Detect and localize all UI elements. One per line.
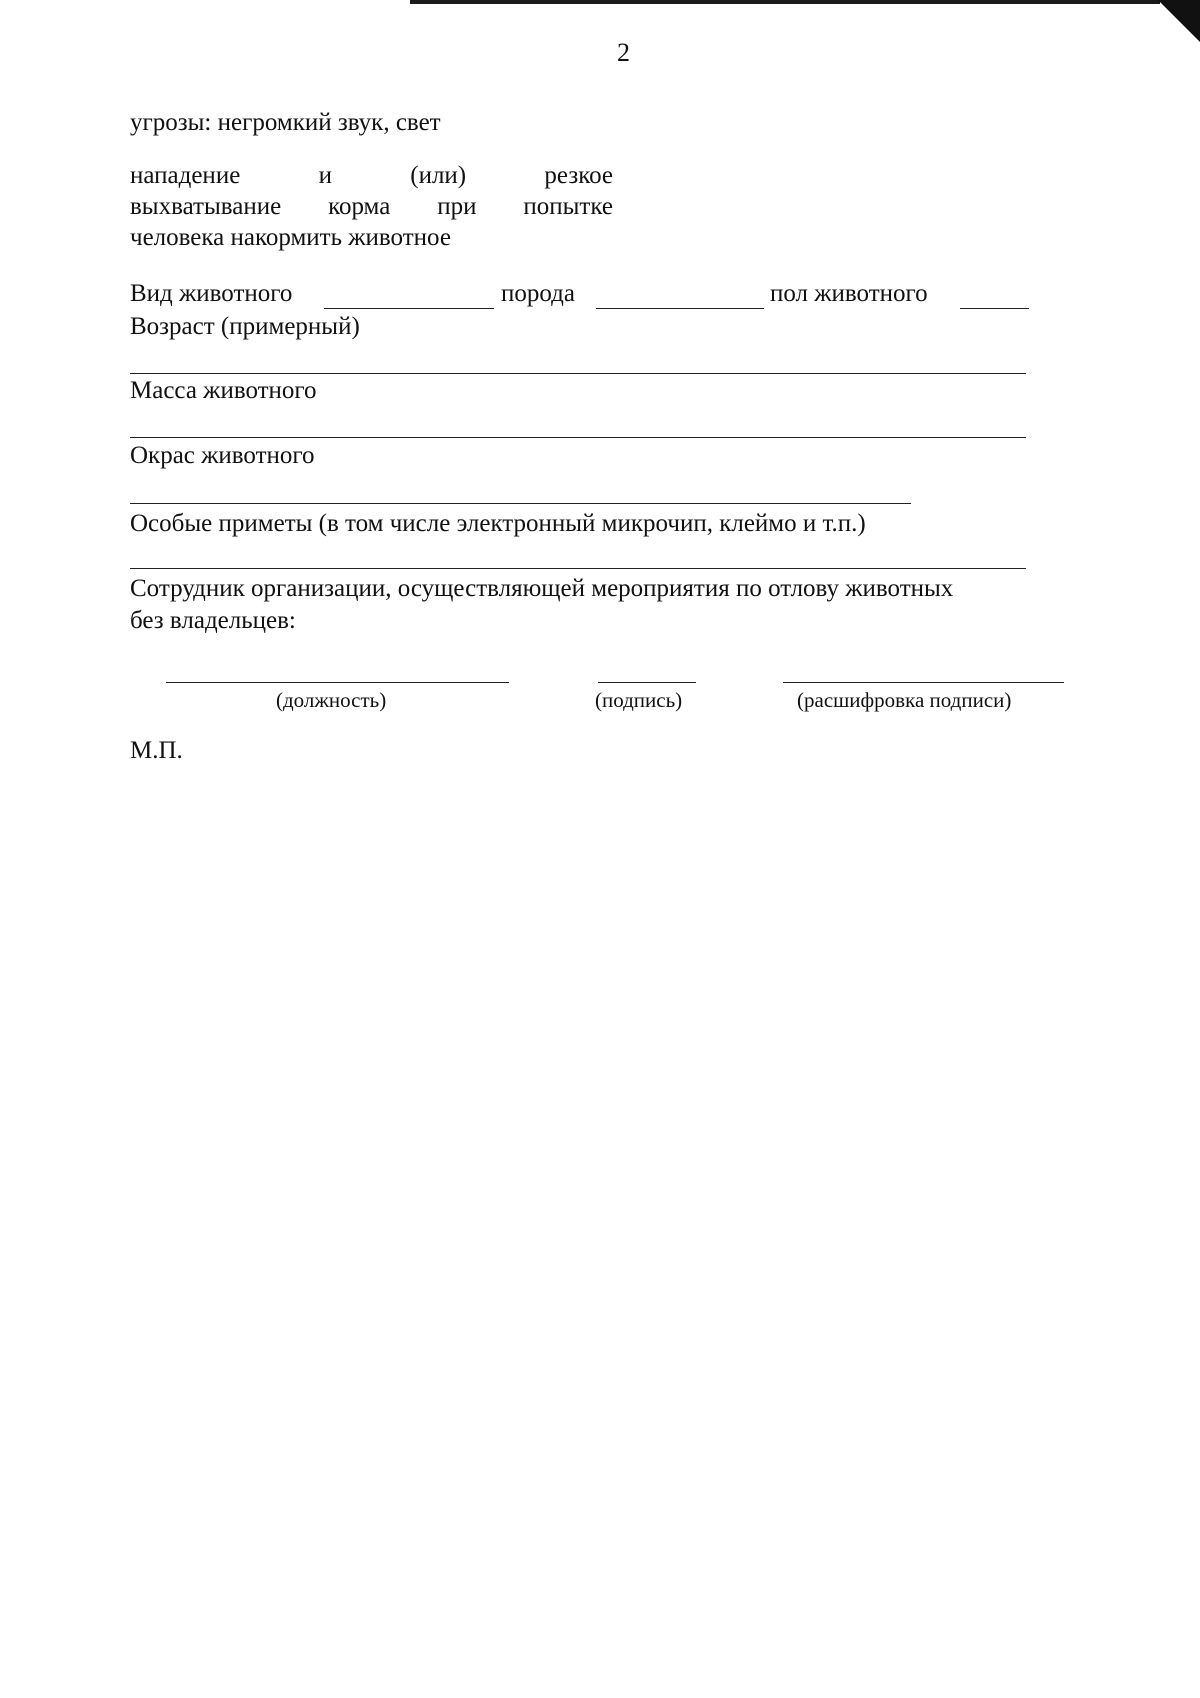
decoding-caption: (расшифровка подписи) — [797, 688, 1012, 712]
mass-label: Масса животного — [130, 377, 317, 404]
attack-row-3: человека накормить животное — [130, 224, 451, 251]
sex-label: пол животного — [770, 280, 928, 307]
stamp-place: М.П. — [130, 737, 183, 764]
color-label: Окрас животного — [130, 442, 315, 469]
color-input-line[interactable] — [130, 503, 911, 504]
attack-word: (или) — [410, 162, 467, 189]
attack-word: и — [318, 162, 332, 189]
attack-word: при — [437, 193, 477, 220]
attack-row-2 — [130, 191, 613, 222]
decoding-signature-line[interactable] — [783, 682, 1064, 683]
scan-edge-line — [410, 0, 1160, 4]
signature-caption: (подпись) — [595, 688, 683, 712]
attack-word: попытке — [523, 193, 613, 220]
threat-text: угрозы: негромкий звук, свет — [130, 109, 441, 136]
attack-description — [130, 160, 613, 253]
page-number: 2 — [617, 38, 630, 67]
sex-input-line[interactable] — [960, 308, 1029, 309]
attack-word: корма — [328, 193, 391, 220]
position-caption: (должность) — [276, 688, 387, 712]
age-label: Возраст (примерный) — [130, 313, 360, 340]
special-marks-label: Особые приметы (в том числе электронный микрочип, клеймо и т.п.) — [130, 510, 866, 537]
attack-word: выхватывание — [130, 193, 282, 220]
attack-row-1 — [130, 160, 613, 191]
species-label: Вид животного — [130, 280, 293, 307]
mass-input-line[interactable] — [130, 437, 1026, 438]
signature-line[interactable] — [598, 682, 696, 683]
special-marks-input-line[interactable] — [130, 568, 1026, 569]
position-signature-line[interactable] — [166, 682, 509, 683]
employee-line-1: Сотрудник организации, осуществляющей мероприятия по отлову животных — [130, 575, 954, 602]
species-input-line[interactable] — [324, 308, 494, 309]
attack-word: нападение — [130, 162, 241, 189]
scan-corner-mark — [1158, 0, 1200, 42]
age-input-line[interactable] — [130, 373, 1026, 374]
breed-label: порода — [501, 280, 575, 307]
employee-line-2: без владельцев: — [130, 607, 296, 634]
breed-input-line[interactable] — [596, 308, 764, 309]
attack-word: резкое — [544, 162, 613, 189]
